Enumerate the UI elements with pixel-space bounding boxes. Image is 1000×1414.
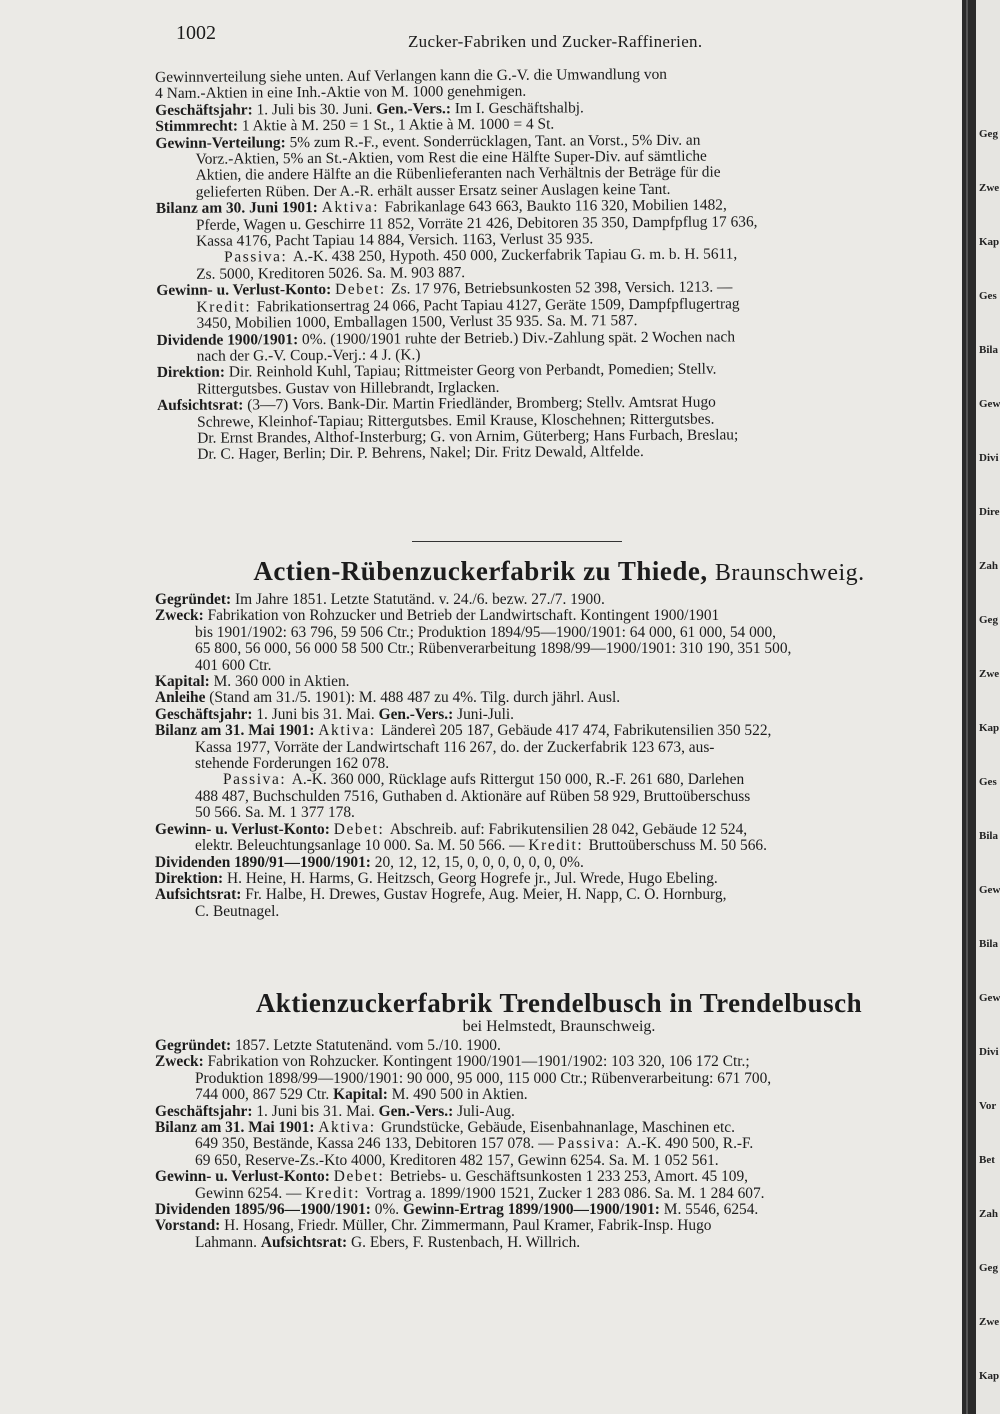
margin-fragment: Bila	[979, 344, 998, 356]
field-label: Kapital:	[333, 1087, 392, 1104]
field-label: Gewinn- u. Verlust-Konto:	[155, 821, 334, 838]
text-run: 1. Juni bis 31. Mai.	[256, 706, 379, 723]
text-run: (Stand am 31./5. 1901): M. 488 487 zu 4%. Tilg. durch jährl. Ausl.	[209, 690, 621, 707]
margin-fragment: Divi	[979, 1046, 999, 1058]
field-label: Bilanz am 30. Juni 1901:	[155, 199, 322, 218]
text-line	[155, 1169, 963, 1185]
text-run: H. Heine, H. Harms, G. Heitzsch, Georg Hogrefe jr., Jul. Wrede, Hugo Ebeling.	[226, 870, 718, 887]
text-run: nach der G.-V. Coup.-Verj.: 4 J. (K.)	[196, 346, 421, 365]
account-label: Debet:	[335, 280, 392, 299]
text-run: A.-K. 490 500, R.-F.	[626, 1136, 754, 1153]
text-line	[155, 887, 963, 903]
field-label: Anleihe	[155, 690, 210, 707]
field-label: Gewinn- u. Verlust-Konto:	[156, 281, 336, 300]
text-line	[155, 756, 963, 772]
company-location: Braunschweig.	[714, 560, 865, 586]
text-run: Kassa 4176, Pacht Tapiau 14 884, Versich. 1163, Verlust 35 935.	[195, 230, 594, 250]
text-line	[155, 1153, 963, 1169]
text-line	[155, 1071, 963, 1087]
text-run: Betriebs- u. Geschäftsunkosten 1 233 253, Amort. 45 109,	[389, 1169, 749, 1186]
margin-fragment: Bet	[979, 1154, 995, 1166]
text-run: 744 000, 867 529 Ctr.	[195, 1087, 334, 1104]
margin-fragment: Kap	[979, 722, 1000, 734]
text-line	[155, 855, 963, 871]
entry-continued-text	[155, 65, 965, 464]
margin-fragment: Gew	[979, 884, 1000, 896]
text-run: Fabrikation von Rohzucker und Betrieb der Landwirtschaft. Kontingent 1900/1901	[207, 608, 720, 625]
field-label: Bilanz am 31. Mai 1901:	[155, 1120, 319, 1137]
text-run: (3—7) Vors. Bank-Dir. Martin Friedländer, Bromberg; Stellv. Amtsrat Hugo	[247, 393, 716, 414]
text-run: bis 1901/1902: 63 796, 59 506 Ctr.; Produktion 1894/95—1900/1901: 64 000, 61 000, 54 000,	[195, 624, 777, 641]
margin-fragment: Zah	[979, 1208, 998, 1220]
text-line	[155, 1202, 963, 1218]
field-label: Kapital:	[155, 674, 214, 691]
text-run: Gewinn 6254. —	[195, 1185, 306, 1202]
margin-fragment: Zwe	[979, 1316, 1000, 1328]
field-label: Direktion:	[156, 363, 229, 382]
text-run: Fabrikationsertrag 24 066, Pacht Tapiau 4127, Geräte 1509, Dampfpflugertrag	[256, 295, 740, 316]
field-label: Geschäftsjahr:	[155, 1103, 257, 1120]
account-label: Aktiva:	[318, 1120, 382, 1137]
margin-fragment: Geg	[979, 128, 998, 140]
margin-fragment: Gew	[979, 992, 1000, 1004]
text-run: 50 566. Sa. M. 1 377 178.	[195, 805, 355, 822]
text-line	[155, 723, 963, 739]
company-subtitle: bei Helmstedt, Braunschweig.	[462, 1018, 656, 1035]
text-run: Juli-Aug.	[457, 1103, 515, 1120]
margin-fragment: Zwe	[979, 182, 1000, 194]
text-run: Aktien, die andere Hälfte an die Rübenlieferanten nach Verhältnis der Beträge für die	[195, 163, 721, 185]
page-header	[176, 22, 956, 52]
field-label: Direktion:	[155, 870, 227, 887]
field-label: Aufsichtsrat:	[157, 396, 248, 415]
margin-fragment: Divi	[979, 452, 999, 464]
account-label: Passiva:	[223, 772, 292, 789]
field-label: Aufsichtsrat:	[260, 1234, 352, 1251]
margin-fragment: Kap	[979, 236, 1000, 248]
text-line	[155, 1038, 963, 1054]
text-run: Schrewe, Kleinhof-Tapiau; Rittergutsbes. Emil Krause, Kloschehnen; Rittergutsbes.	[197, 410, 715, 431]
company-title-thiede	[155, 556, 963, 588]
margin-fragment: Kap	[979, 1370, 1000, 1382]
text-run: 69 650, Reserve-Zs.-Kto 4000, Kreditoren 482 157, Gewinn 6254. Sa. M. 1 052 561.	[195, 1152, 719, 1169]
text-line	[155, 1087, 963, 1103]
text-line	[155, 1136, 963, 1152]
text-line	[155, 674, 963, 690]
text-run: gelieferten Rüben. Der A.-R. erhält ausser Ersatz seiner Auslagen keine Tant.	[195, 180, 671, 201]
field-label: Bilanz am 31. Mai 1901:	[155, 723, 319, 740]
text-run: 20, 12, 12, 15, 0, 0, 0, 0, 0, 0, 0%.	[374, 854, 584, 871]
account-label: Aktiva:	[318, 723, 382, 740]
text-line	[155, 641, 963, 657]
field-label: Gewinn-Verteilung:	[155, 133, 290, 152]
text-line	[155, 592, 963, 608]
text-line	[155, 658, 963, 674]
text-run: 1. Juli bis 30. Juni.	[256, 100, 377, 119]
field-label: Dividenden 1895/96—1900/1901:	[155, 1202, 375, 1219]
text-run: H. Hosang, Friedr. Müller, Chr. Zimmermann, Paul Kramer, Fabrik-Insp. Hugo	[224, 1218, 712, 1235]
text-run: Vorz.-Aktien, 5% an St.-Aktien, vom Rest die eine Hälfte Super-Div. auf sämtliche	[195, 147, 707, 168]
text-line	[155, 1054, 963, 1070]
text-run: Rittergutsbes. Gustav von Hillebrandt, Irglacken.	[196, 378, 500, 398]
text-run: G. Ebers, F. Rustenbach, H. Willrich.	[351, 1234, 581, 1251]
text-run: C. Beutnagel.	[195, 903, 280, 920]
margin-fragment: Ges	[979, 776, 997, 788]
text-run: Zs. 5000, Kreditoren 5026. Sa. M. 903 887.	[196, 263, 466, 283]
text-run: Grundstücke, Gebäude, Eisenbahnanlage, Maschinen etc.	[381, 1120, 735, 1137]
text-run: M. 5546, 6254.	[663, 1202, 759, 1219]
entry-thiede-body	[155, 592, 963, 920]
company-title-trendelbusch: Aktienzuckerfabrik Trendelbusch in Trendelbusch	[255, 988, 863, 1018]
text-run: Dir. Reinhold Kuhl, Tapiau; Rittmeister Georg von Perbandt, Pomedien; Stellv.	[228, 360, 717, 381]
entry-divider	[412, 541, 622, 542]
margin-fragment: Bila	[979, 938, 998, 950]
company-name: Actien-Rübenzuckerfabrik zu Thiede,	[253, 556, 708, 586]
text-run: 4 Nam.-Aktien in eine Inh.-Aktie von M. 1000 genehmigen.	[155, 83, 527, 103]
text-run: Im Jahre 1851. Letzte Statutänd. v. 24./6. bezw. 27./7. 1900.	[234, 592, 605, 608]
field-label: Gegründet:	[155, 1038, 235, 1054]
text-line	[155, 871, 963, 887]
margin-fragment: Dire	[979, 506, 1000, 518]
margin-fragment: Zah	[979, 560, 998, 572]
field-label: Zweck:	[155, 608, 208, 625]
text-line	[155, 1235, 963, 1251]
text-run: M. 360 000 in Aktien.	[213, 674, 350, 691]
text-run: A.-K. 360 000, Rücklage aufs Rittergut 150 000, R.-F. 261 680, Darlehen	[291, 772, 745, 789]
text-line	[155, 789, 963, 805]
account-label: Passiva:	[224, 248, 293, 267]
margin-fragment: Vor	[979, 1100, 997, 1112]
text-run: 649 350, Bestände, Kassa 246 133, Debitoren 157 078. —	[195, 1136, 558, 1153]
text-line	[155, 707, 963, 723]
field-label: Dividende 1900/1901:	[156, 330, 303, 349]
field-label: Dividenden 1890/91—1900/1901:	[155, 854, 375, 871]
text-line	[155, 805, 963, 821]
text-run: 65 800, 56 000, 56 000 58 500 Ctr.; Rübenverarbeitung 1898/99—1900/1901: 310 190, 351 500,	[195, 641, 792, 658]
text-run: Pferde, Wagen u. Geschirre 11 852, Vorräte 21 426, Debitoren 35 350, Dampfpflug 17 636,	[195, 212, 758, 234]
text-run: 1. Juni bis 31. Mai.	[256, 1103, 379, 1120]
account-label: Debet:	[333, 1169, 390, 1186]
text-run: 1 Aktie à M. 250 = 1 St., 1 Aktie à M. 1000 = 4 St.	[241, 115, 555, 135]
text-run: Fabrikation von Rohzucker. Kontingent 1900/1901—1901/1902: 103 320, 106 172 Ctr.;	[207, 1054, 750, 1071]
text-line	[155, 625, 963, 641]
field-label: Gegründet:	[155, 592, 235, 608]
text-line	[155, 822, 963, 838]
text-run: Produktion 1898/99—1900/1901: 90 000, 95 000, 115 000 Ctr.; Rübenverarbeitung: 671 700,	[195, 1070, 772, 1087]
text-line	[157, 442, 965, 463]
margin-fragment: Bila	[979, 830, 998, 842]
text-run: 0%.	[374, 1202, 403, 1219]
page-number: 1002	[176, 22, 216, 44]
running-title: Zucker-Fabriken und Zucker-Raffinerien.	[408, 32, 703, 51]
margin-fragment: Zwe	[979, 668, 1000, 680]
account-label: Kredit:	[528, 838, 589, 855]
text-run: Abschreib. auf: Fabrikutensilien 28 042, Gebäude 12 524,	[389, 821, 748, 838]
account-label: Aktiva:	[321, 198, 385, 217]
text-run: Dr. C. Hager, Berlin; Dir. P. Behrens, Nakel; Dir. Fritz Dewald, Altfelde.	[197, 443, 644, 464]
text-line	[155, 838, 963, 854]
field-label: Aufsichtsrat:	[155, 887, 246, 904]
text-run: Zs. 17 976, Betriebsunkosten 52 398, Versich. 1213. —	[391, 278, 733, 298]
text-run: stehende Forderungen 162 078.	[195, 756, 390, 773]
text-run: 3450, Mobilien 1000, Emballagen 1500, Verlust 35 935. Sa. M. 71 587.	[196, 312, 638, 332]
text-line	[155, 740, 963, 756]
text-run: Juni-Juli.	[457, 706, 514, 723]
book-gutter	[962, 0, 976, 1414]
text-run: 5% zum R.-F., event. Sonderrücklagen, Tant. an Vorst., 5% Div. an	[289, 131, 701, 151]
field-label: Gewinn- u. Verlust-Konto:	[155, 1169, 334, 1186]
field-label: Stimmrecht:	[155, 117, 242, 136]
field-label: Vorstand:	[155, 1218, 225, 1235]
text-run: Dr. Ernst Brandes, Althof-Insterburg; G. von Arnim, Güterberg; Hans Furbach, Breslau;	[197, 426, 739, 447]
text-run: Ländereì 205 187, Gebäude 417 474, Fabrikutensilien 350 522,	[381, 723, 772, 740]
entry-trendelbusch	[155, 988, 963, 1251]
text-run: Fabrikanlage 643 663, Baukto 116 320, Mobilien 1482,	[384, 196, 727, 216]
text-line	[155, 1104, 963, 1120]
text-run: Im I. Geschäftshalbj.	[454, 99, 584, 117]
text-run: Kassa 1977, Vorräte der Landwirtschaft 116 267, do. der Zuckerfabrik 123 673, aus-	[195, 739, 715, 756]
margin-fragment: Geg	[979, 614, 998, 626]
text-run: Gewinnverteilung siehe unten. Auf Verlangen kann die G.-V. die Umwandlung von	[155, 65, 668, 86]
text-line	[155, 1120, 963, 1136]
field-label: Gen.-Vers.:	[378, 1103, 458, 1120]
margin-fragment: Ges	[979, 290, 997, 302]
text-run: 1857. Letzte Statutenänd. vom 5./10. 1900.	[234, 1038, 501, 1054]
account-label: Kredit:	[305, 1185, 366, 1202]
text-run: Vortrag a. 1899/1900 1521, Zucker 1 283 086. Sa. M. 1 284 607.	[365, 1185, 765, 1202]
field-label: Zweck:	[155, 1054, 208, 1071]
text-run: Fr. Halbe, H. Drewes, Gustav Hogrefe, Aug. Meier, H. Napp, C. O. Hornburg,	[245, 887, 727, 904]
adjacent-page-margin	[976, 0, 1000, 1414]
text-run: 401 600 Ctr.	[195, 657, 272, 674]
text-run: M. 490 500 in Aktien.	[391, 1087, 528, 1104]
account-label: Passiva:	[557, 1136, 627, 1153]
text-run: Bruttoüberschuss M. 50 566.	[588, 838, 767, 855]
margin-fragment: Geg	[979, 1262, 998, 1274]
field-label: Gen.-Vers.:	[376, 99, 455, 118]
text-run: Lahmann.	[195, 1234, 261, 1251]
margin-fragment: Gew	[979, 398, 1000, 410]
entry-trendelbusch-body	[155, 1038, 963, 1251]
field-label: Geschäftsjahr:	[155, 101, 257, 119]
text-run: 488 487, Buchschulden 7516, Guthaben d. Aktionäre auf Rüben 58 929, Bruttoüberschuss	[195, 788, 751, 805]
field-label: Gen.-Vers.:	[378, 706, 458, 723]
text-line	[155, 1186, 963, 1202]
text-line	[155, 1218, 963, 1234]
account-label: Kredit:	[196, 298, 257, 316]
entry-thiede	[155, 556, 963, 920]
account-label: Debet:	[333, 821, 390, 838]
text-line	[155, 608, 963, 624]
text-line	[155, 772, 963, 788]
text-run: elektr. Beleuchtungsanlage 10 000. Sa. M. 50 566. —	[195, 838, 529, 855]
text-line	[155, 690, 963, 706]
text-run: 0%. (1900/1901 ruhte der Betrieb.) Div.-Zahlung spät. 2 Wochen nach	[301, 327, 736, 348]
field-label: Geschäftsjahr:	[155, 706, 257, 723]
field-label: Gewinn-Ertrag 1899/1900—1900/1901:	[402, 1202, 664, 1219]
text-run: A.-K. 438 250, Hypoth. 450 000, Zuckerfabrik Tapiau G. m. b. H. 5611,	[292, 245, 738, 266]
text-line	[155, 904, 963, 920]
